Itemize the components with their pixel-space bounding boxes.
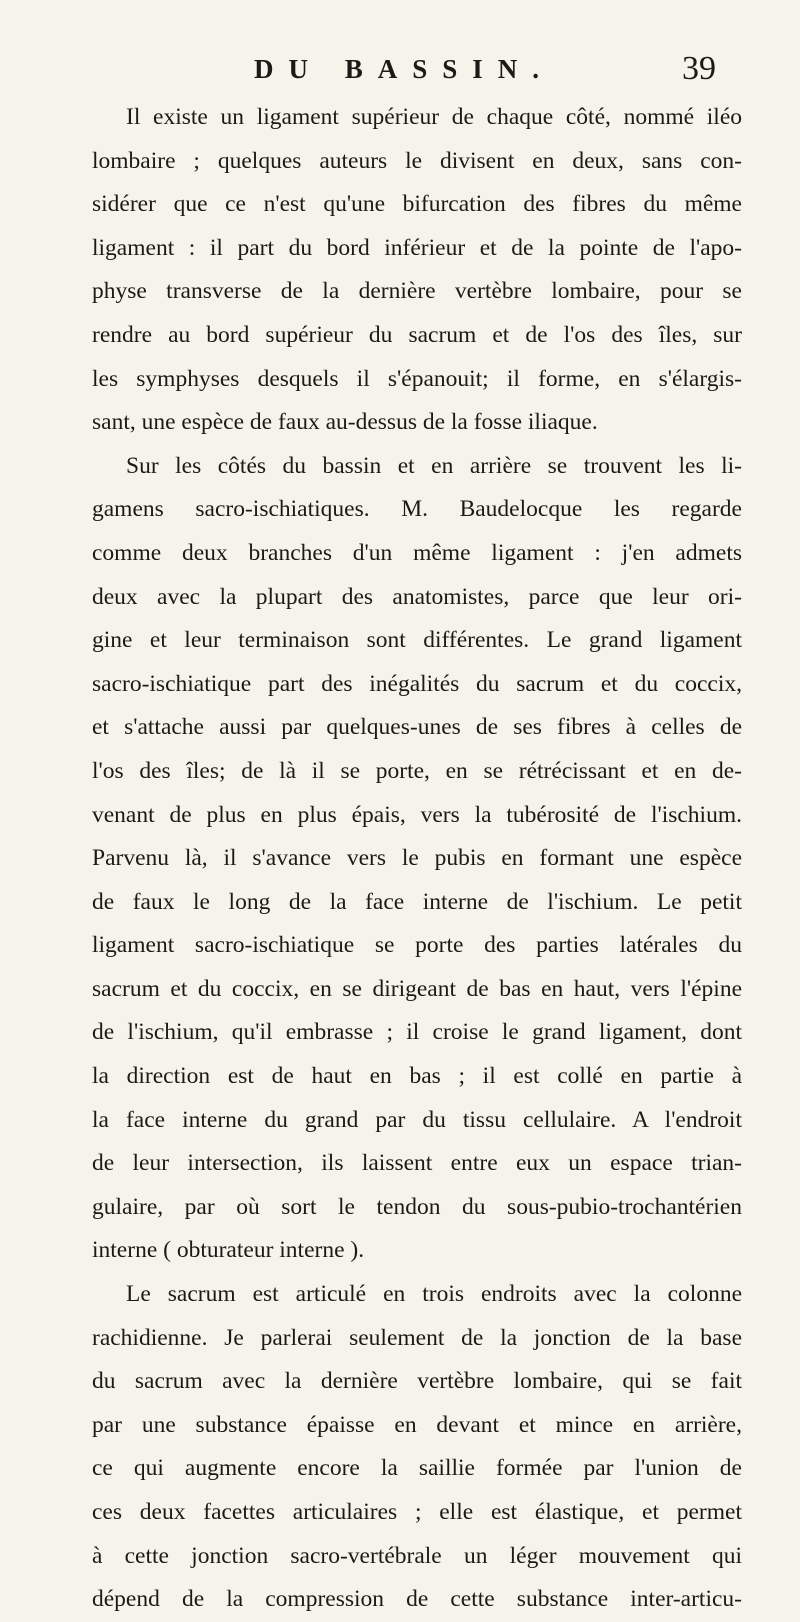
- text-line: Il existe un ligament supérieur de chaque côté, nommé iléo: [126, 104, 742, 130]
- text-line: la direction est de haut en bas ; il est collé en partie à: [92, 1063, 742, 1090]
- text-line: Parvenu là, il s'avance vers le pubis en formant une espèce: [92, 845, 742, 872]
- page-number: 39: [682, 50, 716, 87]
- text-line: gine et leur terminaison sont différentes. Le grand ligament: [92, 627, 742, 654]
- text-line: gulaire, par où sort le tendon du sous-pubio-trochantérien: [92, 1193, 742, 1220]
- running-head: [0, 50, 800, 94]
- text-line: de l'ischium, qu'il embrasse ; il croise le grand ligament, dont: [92, 1019, 742, 1046]
- text-line: ligament sacro-ischiatique se porte des parties latérales du: [92, 932, 742, 959]
- text-line: Sur les côtés du bassin et en arrière se trouvent les li-: [126, 452, 742, 479]
- text-line: les symphyses desquels il s'épanouit; il forme, en s'élargis-: [92, 365, 742, 392]
- text-line: ce qui augmente encore la saillie formée par l'union de: [92, 1455, 742, 1482]
- text-line: dépend de la compression de cette substance inter-articu-: [92, 1586, 742, 1613]
- text-line: ces deux facettes articulaires ; elle est élastique, et permet: [92, 1499, 742, 1525]
- text-line: l'os des îles; de là il se porte, en se rétrécissant et en de-: [92, 757, 742, 784]
- text-line: rendre au bord supérieur du sacrum et de l'os des îles, sur: [92, 321, 742, 348]
- text-line: du sacrum avec la dernière vertèbre lombaire, qui se fait: [92, 1368, 742, 1395]
- text-line: de leur intersection, ils laissent entre eux un espace trian-: [92, 1150, 742, 1177]
- text-line: par une substance épaisse en devant et mince en arrière,: [92, 1411, 742, 1438]
- text-line: de faux le long de la face interne de l'ischium. Le petit: [92, 888, 742, 915]
- text-line: ligament : il part du bord inférieur et de la pointe de l'apo-: [92, 234, 742, 261]
- text-line: physe transverse de la dernière vertèbre lombaire, pour se: [92, 278, 742, 305]
- text-line: sant, une espèce de faux au-dessus de la fosse iliaque.: [92, 409, 598, 436]
- text-line: lombaire ; quelques auteurs le divisent en deux, sans con-: [92, 147, 742, 174]
- text-line: et s'attache aussi par quelques-unes de ses fibres à celles de: [92, 714, 742, 741]
- text-line: gamens sacro-ischiatiques. M. Baudelocque les regarde: [92, 496, 742, 523]
- text-line: venant de plus en plus épais, vers la tubérosité de l'ischium.: [92, 801, 742, 828]
- text-line: rachidienne. Je parlerai seulement de la jonction de la base: [92, 1324, 742, 1351]
- text-line: Le sacrum est articulé en trois endroits avec la colonne: [126, 1281, 742, 1308]
- text-line: sacro-ischiatique part des inégalités du sacrum et du coccix,: [92, 670, 742, 697]
- body-text: [92, 96, 742, 1622]
- text-line: la face interne du grand par du tissu cellulaire. A l'endroit: [92, 1106, 742, 1133]
- text-line: comme deux branches d'un même ligament : j'en admets: [92, 539, 742, 566]
- text-line: deux avec la plupart des anatomistes, parce que leur ori-: [92, 583, 742, 610]
- text-line: sidérer que ce n'est qu'une bifurcation des fibres du même: [92, 191, 742, 218]
- text-line: interne ( obturateur interne ).: [92, 1237, 365, 1264]
- text-line: sacrum et du coccix, en se dirigeant de bas en haut, vers l'épine: [92, 975, 742, 1002]
- text-line: à cette jonction sacro-vertébrale un léger mouvement qui: [92, 1542, 742, 1569]
- running-title: DU BASSIN.: [254, 54, 555, 84]
